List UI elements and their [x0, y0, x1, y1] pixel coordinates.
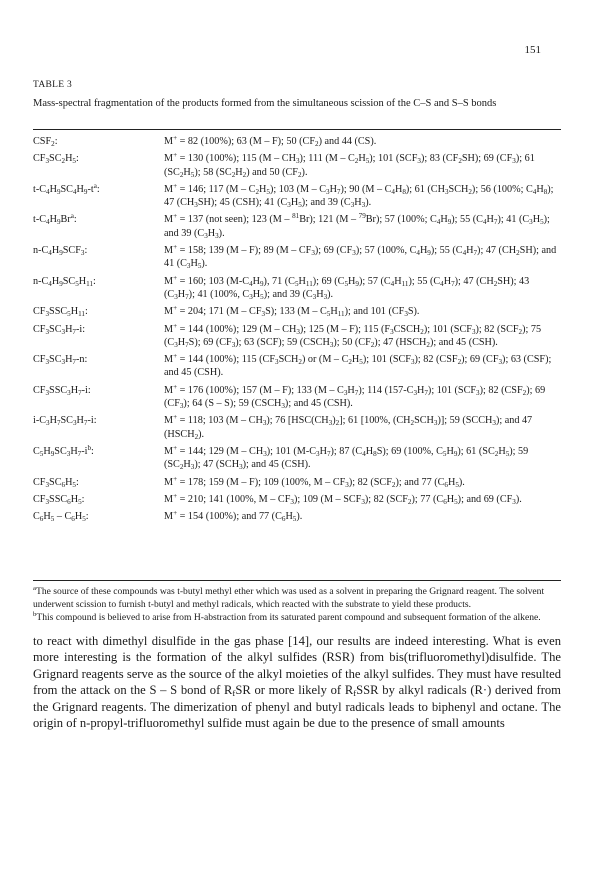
table-row [33, 445, 561, 472]
fragments-cell: M+ = 158; 139 (M – F); 89 $(M - CF_3)$; 69 $(CF_3)$; 57 (100%, $C_4H_9$); 55 $(C_4H_7)$; 47 $(CH_2SH)$; and 41 $(C_3H_5)$. [164, 243, 557, 271]
compound-cell: $C_5H_9SC_3H_7-i^b$: [33, 443, 94, 458]
table-row [33, 476, 561, 489]
fragments-cell: M+ = 137 (not seen); 123 (M – $^{81}$Br); 121 (M – $^{79}$Br); 57 (100%; $C_4H_9$); 55 $(C_4H_7)$; 41 $(C_3H_5)$; and 39 $(C_3H_3)$. [164, 212, 550, 240]
fragments-cell: M+ = 130 (100%); 115 $(M - CH_3)$; 111 $(M - C_2H_5)$; 101 $(SCF_3)$; 83 $(CF_2SH)$; 69 $(CF_3)$; 61 $(SC_2H_5)$; 58 $(SC_2H_2)$ and 50 $(CF_2)$. [164, 151, 535, 179]
fragments-cell: M+ = 204; 171 $(M - CF_3S)$; 133 $(M - C_5H_{11})$; and 101 $(CF_3S)$. [164, 304, 420, 319]
compound-cell: $CF_3SSC_3H_7-i$: [33, 384, 91, 397]
table-top-rule [33, 129, 561, 130]
compound-cell: $CF_3SC_2H_5$: [33, 153, 79, 166]
compound-cell: $C_6H_5 - C_6H_5$: [33, 511, 89, 524]
fragments-cell: M+ = 210; 141 (100%, M – $CF_3$); 109 $(M - SCF_3)$; 82 $(SCF_2)$; 77 $(C_6H_5)$; and 69 $(CF_3)$. [164, 491, 522, 506]
table-caption: Mass-spectral fragmentation of the products formed from the simultaneous scission of the C–S and S–S bonds [33, 98, 497, 109]
table-row [33, 152, 561, 179]
table-row [33, 135, 561, 148]
compound-cell: $n-C_4H_9SCF_3$: [33, 245, 88, 258]
table-row [33, 323, 561, 350]
compound-cell: $CSF_2$: [33, 136, 58, 148]
fragments-cell: M+ = 82 (100%); 63 (M – F); 50 $(CF_2)$ and 44 (CS). [164, 134, 377, 148]
body-paragraph: to react with dimethyl disulfide in the gas phase [14], our results are indeed interesting. What is even more interesting is the formation of the alkyl sulfides (RSR) from bis(trifluoromethyl)disulfide. The Grignard reagents serve as the source of the alkyl moieties of the alkyl sulfides. They must have resulted from the attack on the S – S bond of $R_fSR$ or more likely of $R_fSSR$ by alkyl radicals (R·) derived from the Grignard reagents. The dimerization of phenyl and butyl radicals leads to biphenyl and octane. The origin of n-propyl-trifluoromethyl sulfide must again be due to the presence of small amounts [33, 634, 561, 731]
table-row [33, 183, 561, 210]
table-row [33, 213, 561, 240]
table-row [33, 414, 561, 441]
compound-cell: $t-C_4H_9SC_4H_9-t^a$: [33, 181, 100, 196]
table-bottom-rule [33, 580, 561, 581]
compound-cell: $CF_3SC_3H_7-n$: [33, 354, 88, 367]
fragments-cell: M+ = 144 (100%); 115 $(CF_3SCH_2)$ or $(M - C_2H_5)$; 101 $(SCF_3)$; 82 $(CSF_2)$; 69 $(CF_3)$; 63 (CSF); and 45 (CSH). [164, 352, 552, 379]
compound-cell: $t-C_4H_9Br^a$: [33, 212, 77, 227]
table-row [33, 353, 561, 380]
compound-cell: $CF_3SSC_6H_5$: [33, 493, 85, 506]
fragments-cell: M+ = 178; 159 (M – F); 109 (100%, M – $CF_3$); 82 $(SCF_2)$; and 77 $(C_6H_5)$. [164, 474, 465, 489]
table-row [33, 510, 561, 523]
table-footnotes [33, 586, 561, 626]
fragments-cell: M+ = 176 (100%); 157 (M – F); 133 $(M - C_3H_7)$; 114 $(157-C_3H_7)$; 101 $(SCF_3)$; 82 $(CSF_2)$; 69 $(CF_3)$; 64 (S – S); 59 $(CSCH_3)$; and 45 (CSH). [164, 382, 546, 411]
table-row [33, 275, 561, 302]
table-row [33, 305, 561, 318]
fragments-cell: M+ = 118; 103 $(M - CH_3)$; 76 $[HSC(CH_3)_2]$; 61 [100%, $(CH_2SCH_3)$]; 59 $(SCCH_3)$; and 47 $(HSCH_2)$. [164, 413, 533, 441]
table-row [33, 384, 561, 411]
fragments-cell: M+ = 154 (100%); and 77 $(C_6H_5)$. [164, 509, 303, 524]
fragments-cell: M+ = 146; 117 $(M - C_2H_5)$; 103 $(M - C_3H_7)$; 90 $(M - C_4H_8)$; 61 $(CH_3SCH_2)$; 56 (100%; $C_4H_8$); 47 $(CH_3SH)$; 45 (CSH); 41 $(C_3H_5)$; and 39 $(C_3H_3)$. [164, 181, 554, 210]
page-number: 151 [524, 44, 541, 56]
fragments-cell: M+ = 160; 103 $(M-C_4H_9)$, 71 $(C_5H_{11})$; 69 $(C_5H_9)$; 57 $(C_4H_{11})$; 55 $(C_4H_7)$; 47 $(CH_2SH)$; 43 $(C_3H_7)$; 41 (100%, $C_3H_5$); and 39 $(C_3H_3)$. [164, 273, 530, 301]
fragments-cell: M+ = 144 (100%); 129 $(M - CH_3)$; 125 (M – F); 115 $(F_3CSCH_2)$; 101 $(SCF_3)$; 82 $(SCF_2)$; 75 $(C_3H_7S)$; 69 $(CF_3)$; 63 (SCF); 59 $(CSCH_3)$; 50 $(CF_2)$; 47 $(HSCH_2)$; and 45 (CSH). [164, 321, 542, 349]
footnote: $^b$This compound is believed to arise from H-abstraction from its saturated parent compound and subsequent formation of the alkene. [33, 611, 541, 624]
fragments-cell: M+ = 144; 129 $(M - CH_3)$; 101 $(M-C_3H_7)$; 87 $(C_4H_8S)$; 69 (100%, $C_5H_9$); 61 $(SC_2H_5)$; 59 $(SC_2H_3)$; 47 $(SCH_3)$; and 45 (CSH). [164, 443, 529, 472]
compound-cell: $CF_3SSC_5H_{11}$: [33, 306, 88, 319]
table-row [33, 244, 561, 271]
compound-cell: $n-C_4H_9SC_5H_{11}$: [33, 275, 96, 288]
fragmentation-table [33, 135, 561, 527]
compound-cell: $CF_3SC_6H_5$: [33, 476, 79, 489]
table-label: TABLE 3 [33, 80, 73, 90]
table-row [33, 493, 561, 506]
compound-cell: $CF_3SC_3H_7-i$: [33, 323, 86, 336]
compound-cell: $i-C_3H_7SC_3H_7-i$: [33, 415, 97, 428]
footnote: $^a$The source of these compounds was t-butyl methyl ether which was used as a solvent in preparing the Grignard reagent. The solvent underwent scission to furnish t-butyl and methyl radicals, which reacted with the substrate to yield these products. [33, 585, 545, 610]
